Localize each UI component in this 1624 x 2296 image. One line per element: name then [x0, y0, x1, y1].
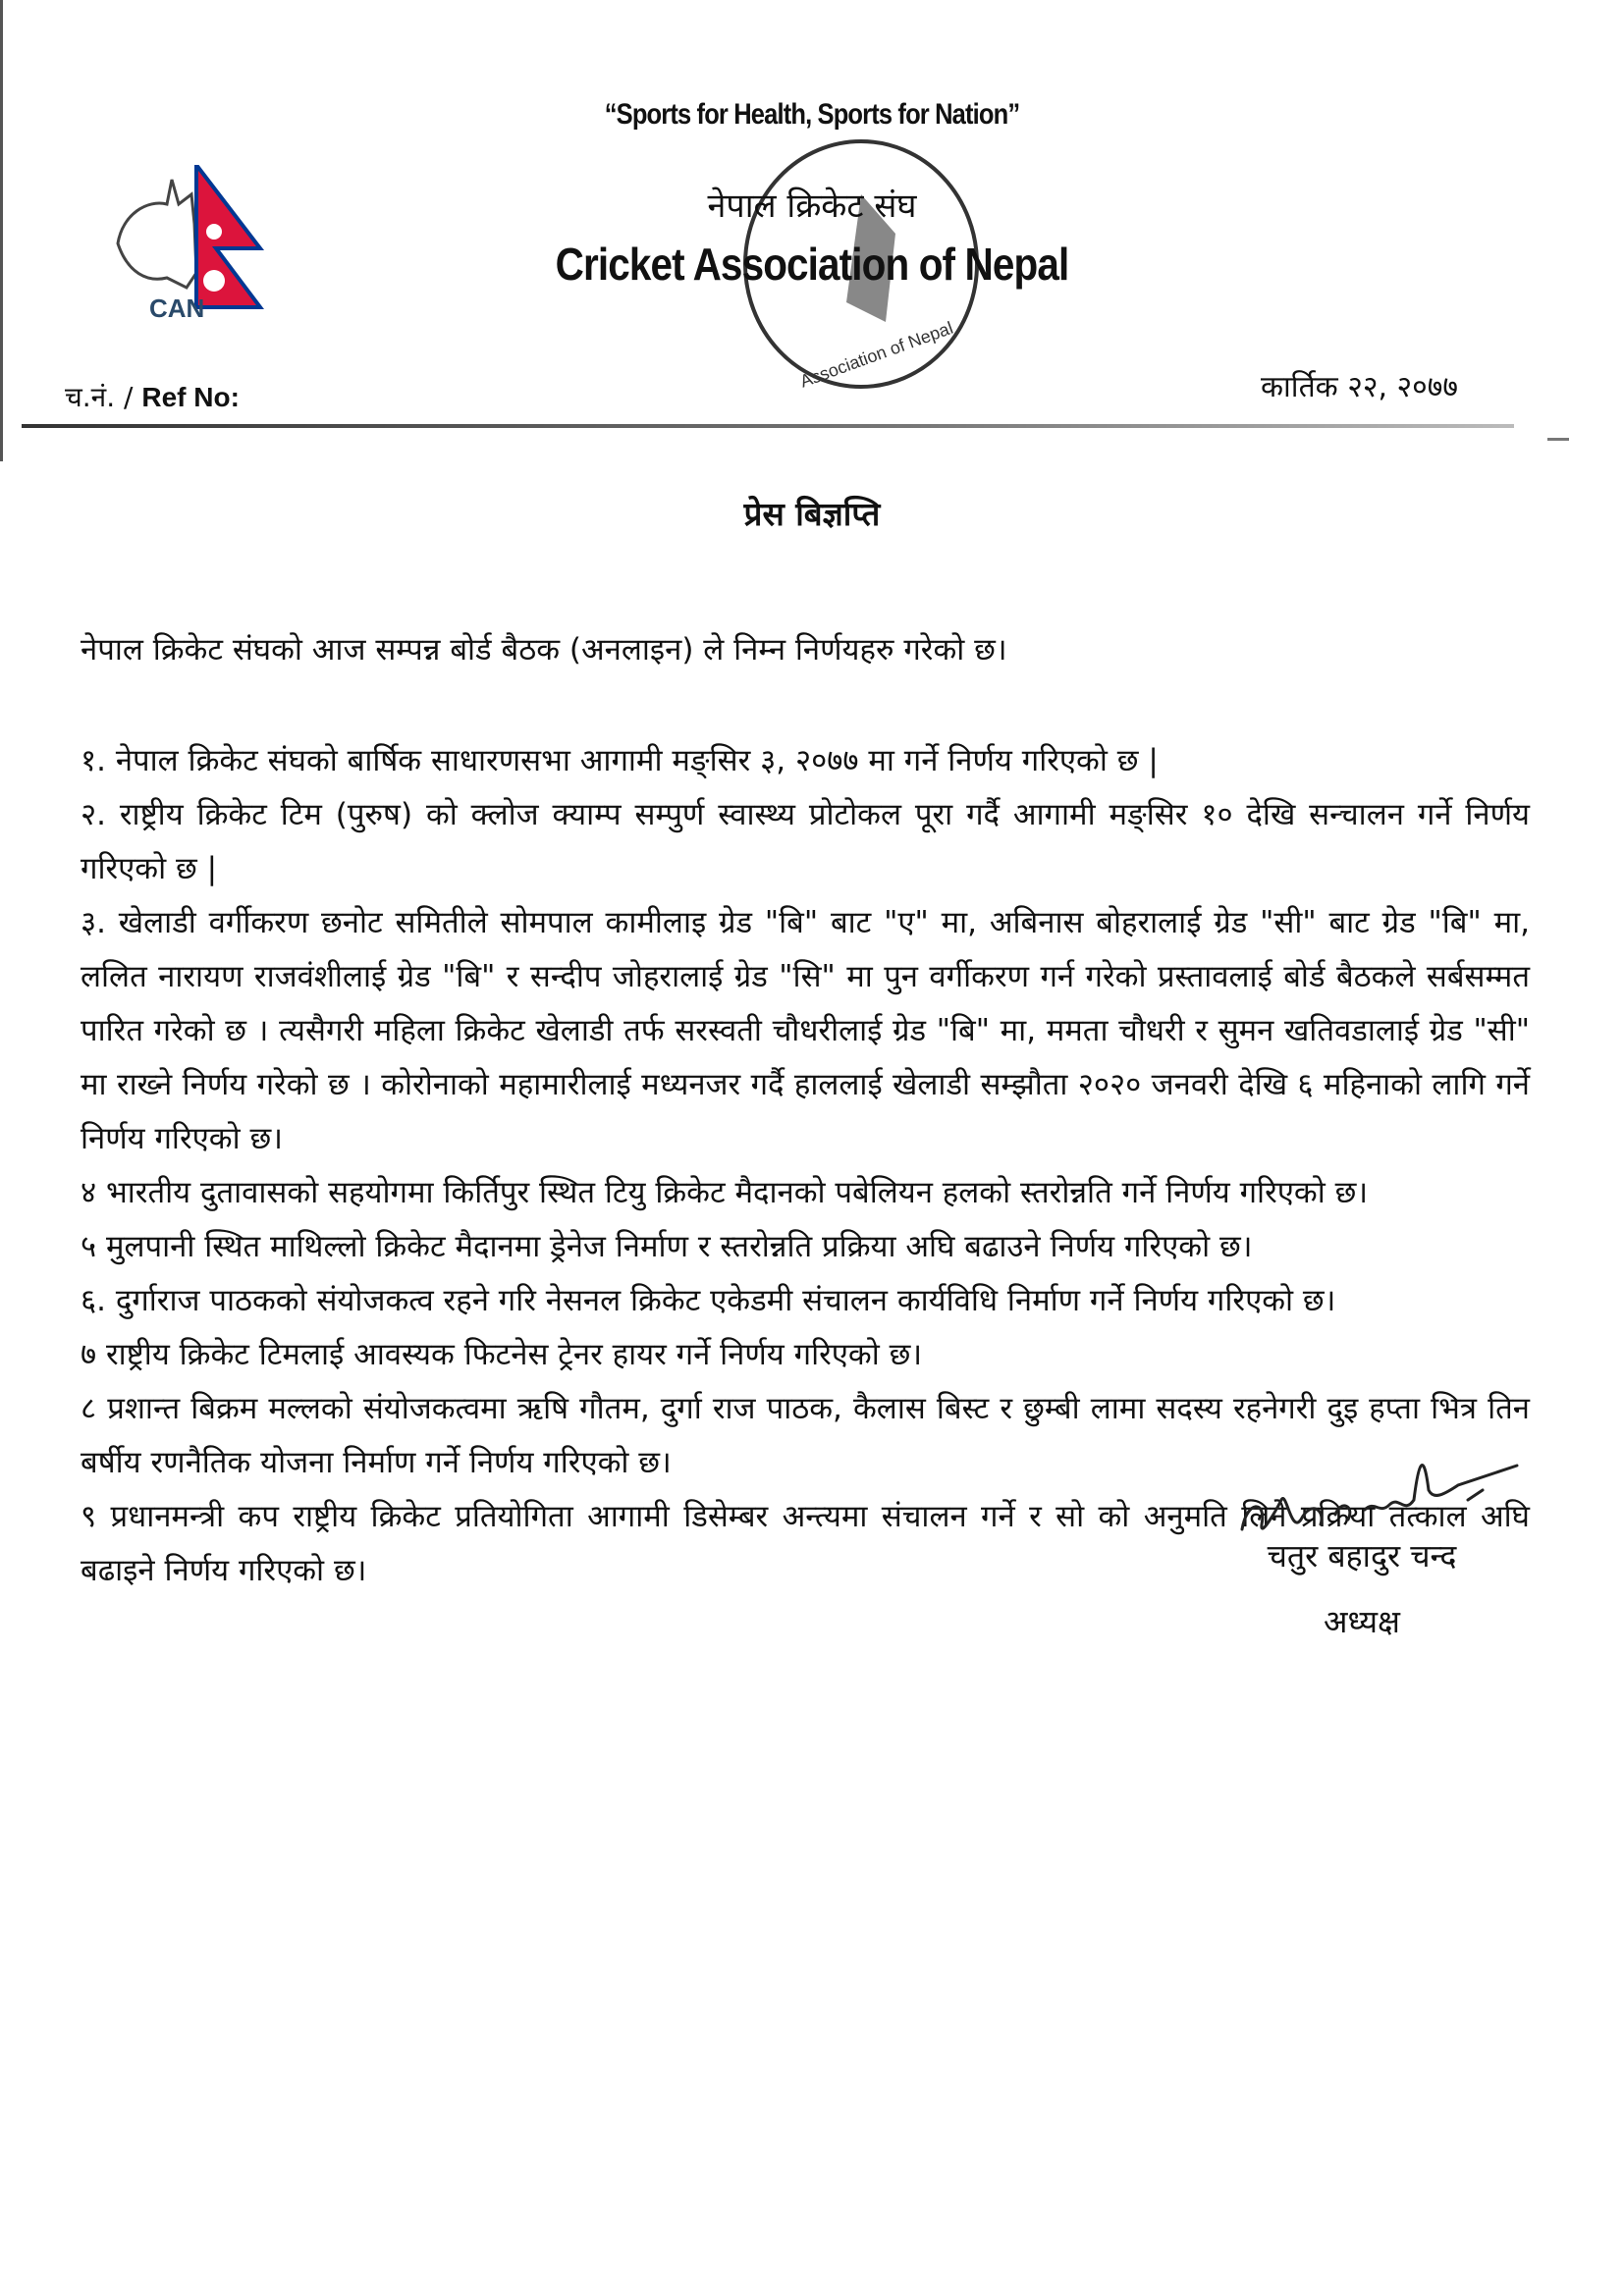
reference-number — [65, 378, 240, 415]
svg-text:Association of Nepal: Association of Nepal — [797, 317, 956, 392]
intro-paragraph: नेपाल क्रिकेट संघको आज सम्पन्न बोर्ड बैठक (अनलाइन) ले निम्न निर्णयहरु गरेको छ। — [81, 632, 1007, 667]
decision-item: ३. खेलाडी वर्गीकरण छनोट समितीले सोमपाल कामीलाइ ग्रेड "बि" बाट "ए" मा, अबिनास बोहरालाई ग्रेड "सी" बाट ग्रेड "बि" मा, ललित नारायण राजवंशीलाई ग्रेड "बि" र सन्दीप जोहरालाई ग्रेड "सि" मा पुन वर्गीकरण गर्न गरेको प्रस्तावलाई बोर्ड बैठकले सर्बसम्मत पारित गरेको छ । त्यसैगरी महिला क्रिकेट खेलाडी तर्फ सरस्वती चौधरीलाई ग्रेड "बि" मा, ममता चौधरी र सुमन खतिवडालाई ग्रेड "सी" मा राख्ने निर्णय गरेको छ । कोरोनाको महामारीलाई मध्यनजर गर्दै हाललाई खेलाडी सम्झौता २०२० जनवरी देखि ६ महिनाको लागि गर्ने निर्णय गरिएको छ। — [81, 905, 1530, 1156]
decision-item: ५ मुलपानी स्थित माथिल्लो क्रिकेट मैदानमा ड्रेनेज निर्माण र स्तरोन्नति प्रक्रिया अघि बढाउने निर्णय गरिएको छ। — [81, 1229, 1253, 1264]
decision-item: ४ भारतीय दुतावासको सहयोगमा किर्तिपुर स्थित टियु क्रिकेट मैदानको पबेलियन हलको स्तरोन्नति गर्ने निर्णय गरिएको छ। — [81, 1175, 1369, 1210]
handwritten-signature — [1232, 1441, 1527, 1549]
org-name-nepali: नेपाल क्रिकेट संघ — [707, 187, 917, 226]
ref-label-en: Ref No: — [141, 382, 240, 412]
header-divider — [22, 424, 1514, 428]
letter-date: कार्तिक २२, २०७७ — [1261, 370, 1458, 404]
decision-item: ६. दुर्गाराज पाठकको संयोजकत्व रहने गरि नेसनल क्रिकेट एकेडमी संचालन कार्यविधि निर्माण गर्ने निर्णय गरिएको छ। — [81, 1283, 1336, 1318]
decision-item: ८ प्रशान्त बिक्रम मल्लको संयोजकत्वमा ऋषि गौतम, दुर्गा राज पाठक, कैलास बिस्ट र छुम्बी लामा सदस्य रहनेगरी दुइ हप्ता भित्र तिन बर्षीय रणनैतिक योजना निर्माण गर्ने निर्णय गरिएको छ। — [81, 1391, 1530, 1480]
slogan: “Sports for Health, Sports for Nation” — [604, 98, 1020, 131]
signer-name: चतुर बहादुर चन्द — [1267, 1537, 1457, 1575]
svg-text:CAN: CAN — [149, 294, 205, 323]
document-title: प्रेस बिज्ञप्ति — [743, 495, 881, 533]
ref-label-np: च.नं. / — [65, 381, 134, 413]
org-name-english: Cricket Association of Nepal — [555, 239, 1069, 290]
decision-item: ७ राष्ट्रीय क्रिकेट टिमलाई आवस्यक फिटनेस ट्रेनर हायर गर्ने निर्णय गरिएको छ। — [81, 1337, 923, 1372]
decision-item: २. राष्ट्रीय क्रिकेट टिम (पुरुष) को क्लोज क्याम्प सम्पुर्ण स्वास्थ्य प्रोटोकल पूरा गर्दै आगामी मङ्सिर १० देखि सन्चालन गर्ने निर्णय गरिएको छ | — [81, 797, 1530, 886]
scan-edge — [0, 0, 3, 461]
decision-item: ९ प्रधानमन्त्री कप राष्ट्रीय क्रिकेट प्रतियोगिता आगामी डिसेम्बर अन्त्यमा संचालन गर्ने र सो को अनुमति लिने प्रक्रिया तत्काल अघि बढाइने निर्णय गरिएको छ। — [81, 1499, 1530, 1588]
decision-item: १. नेपाल क्रिकेट संघको बार्षिक साधारणसभा आगामी मङ्सिर ३, २०७७ मा गर्ने निर्णय गरिएको छ | — [81, 743, 1159, 778]
signer-designation: अध्यक्ष — [1324, 1603, 1400, 1640]
margin-mark — [1547, 438, 1569, 441]
